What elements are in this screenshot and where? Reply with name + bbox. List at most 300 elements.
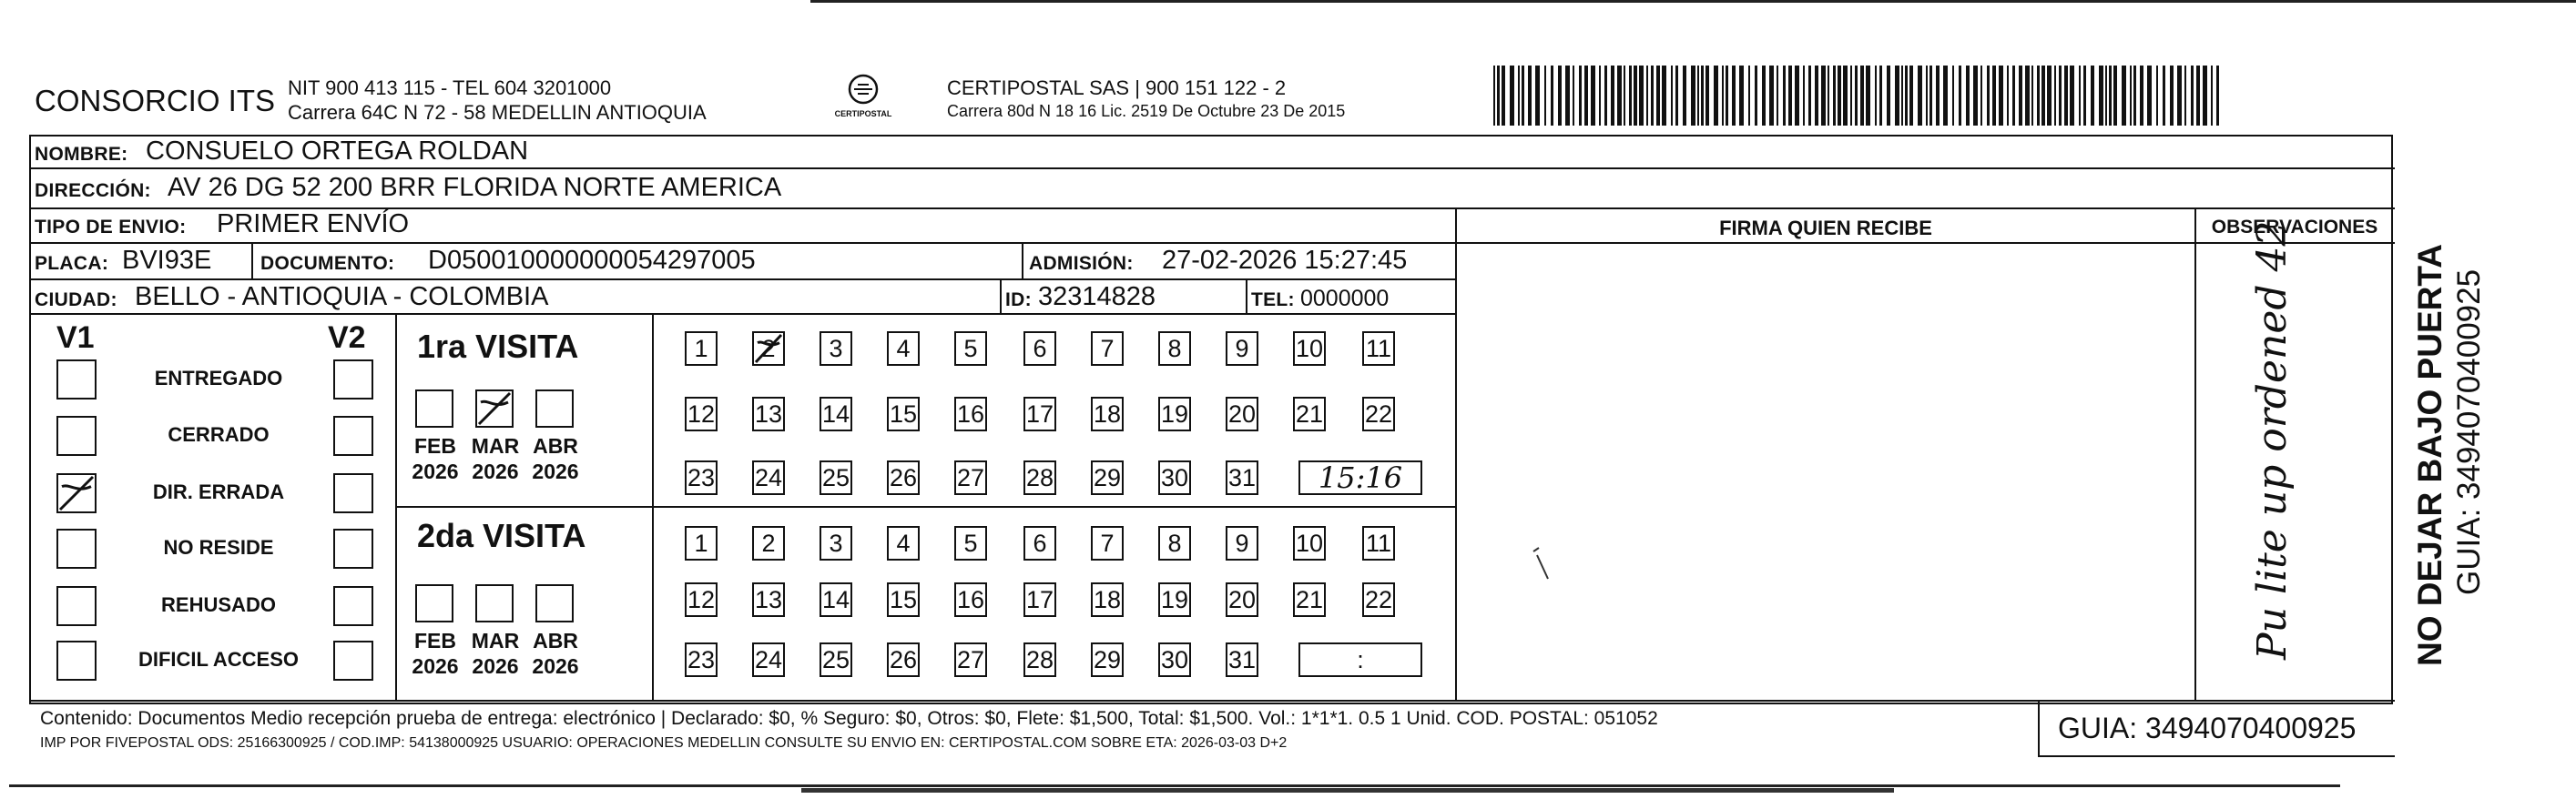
- month-checkbox-abr[interactable]: [535, 584, 574, 622]
- barcode-bar: [2007, 66, 2009, 126]
- direccion-value: AV 26 DG 52 200 BRR FLORIDA NORTE AMERICA: [168, 173, 782, 202]
- footer-contenido: Contenido: Documentos Medio recepción prueba de entrega: electrónico | Declarado: $0, % Seguro: $0, Otros: $0, Flete: $1,500, Total: $1,500. Vol.: 1*1*1. 0.5 1 Unid. COD. POSTAL: 051052: [40, 708, 1658, 729]
- barcode-bar: [1795, 66, 1799, 126]
- row-divider: [29, 313, 1457, 315]
- side-warning: NO DEJAR BAJO PUERTA: [2411, 244, 2449, 666]
- barcode-bar: [1739, 66, 1744, 126]
- time-handwritten: 15:16: [1318, 460, 1403, 495]
- barcode-bar: [1565, 66, 1570, 126]
- day-box-2[interactable]: [752, 526, 785, 561]
- day-box-22[interactable]: [1362, 397, 1395, 431]
- day-box-11[interactable]: [1362, 331, 1395, 366]
- day-number: 13: [754, 400, 783, 428]
- day-box-28[interactable]: [1023, 642, 1056, 677]
- day-number: 27: [956, 464, 985, 491]
- day-number: 15: [889, 586, 918, 613]
- day-box-6[interactable]: [1023, 331, 1056, 366]
- day-box-31[interactable]: [1226, 642, 1258, 677]
- barcode-bar: [1691, 66, 1695, 126]
- barcode-bar: [1611, 66, 1614, 126]
- time-box[interactable]: [1298, 642, 1422, 677]
- day-box-5[interactable]: [954, 331, 987, 366]
- barcode-bar: [1755, 66, 1757, 126]
- carrier-name: CERTIPOSTAL SAS | 900 151 122 - 2: [947, 76, 1287, 99]
- day-box-23[interactable]: [685, 642, 718, 677]
- barcode-bar: [2041, 66, 2045, 126]
- day-box-30[interactable]: [1158, 460, 1191, 495]
- barcode-bar: [1510, 66, 1514, 126]
- day-number: 23: [687, 464, 716, 491]
- v2-label: V2: [328, 320, 366, 355]
- barcode-bar: [1803, 66, 1805, 126]
- day-number: 3: [829, 335, 843, 362]
- barcode-bar: [1879, 66, 1882, 126]
- status-v1-checkbox[interactable]: [56, 529, 97, 569]
- barcode-bar: [1579, 66, 1582, 126]
- v1-label: V1: [56, 320, 95, 355]
- barcode-bar: [1788, 66, 1792, 126]
- barcode-bar: [1518, 66, 1520, 126]
- months-right-border: [652, 313, 654, 700]
- barcode-bar: [1905, 66, 1908, 126]
- day-box-23[interactable]: [685, 460, 718, 495]
- barcode-bar: [1855, 66, 1858, 126]
- day-number: 8: [1167, 530, 1182, 557]
- day-number: 29: [1093, 646, 1122, 673]
- barcode-bar: [2133, 66, 2136, 126]
- admision-value: 27-02-2026 15:27:45: [1162, 246, 1408, 275]
- barcode-bar: [2156, 66, 2158, 126]
- barcode-bar: [1887, 66, 1890, 126]
- side-guia: GUIA: 3494070400925: [2451, 268, 2487, 595]
- id-label: ID:: [1005, 289, 1032, 310]
- day-number: 24: [754, 646, 783, 673]
- day-box-3[interactable]: [820, 331, 852, 366]
- barcode-bar: [1714, 66, 1718, 126]
- placa-value: BVI93E: [122, 246, 212, 275]
- barcode-bar: [1929, 66, 1932, 126]
- day-box-3[interactable]: [820, 526, 852, 561]
- admision-label: ADMISIÓN:: [1029, 253, 1134, 274]
- day-box-12[interactable]: [685, 397, 718, 431]
- barcode-bar: [1646, 66, 1648, 126]
- day-number: 24: [754, 464, 783, 491]
- barcode-bar: [1522, 66, 1524, 126]
- day-number: 15: [889, 400, 918, 428]
- day-number: 27: [956, 646, 985, 673]
- day-number: 28: [1025, 646, 1054, 673]
- status-label: REHUSADO: [161, 593, 276, 616]
- day-box-10[interactable]: [1293, 526, 1326, 561]
- day-box-26[interactable]: [887, 642, 920, 677]
- barcode-bar: [2211, 66, 2213, 126]
- barcode-bar: [1926, 66, 1928, 126]
- status-v2-checkbox[interactable]: [333, 473, 373, 513]
- first-visit-title: 1ra VISITA: [417, 328, 579, 365]
- day-box-14[interactable]: [820, 582, 852, 617]
- month-label: MAR: [471, 629, 520, 652]
- day-box-12[interactable]: [685, 582, 718, 617]
- day-box-15[interactable]: [887, 582, 920, 617]
- day-number: 28: [1025, 464, 1054, 491]
- status-v2-checkbox[interactable]: [333, 416, 373, 456]
- status-v1-checkbox[interactable]: [56, 586, 97, 626]
- day-number: 26: [889, 464, 918, 491]
- day-number: 22: [1364, 586, 1393, 613]
- barcode-bar: [1528, 66, 1532, 126]
- day-box-4[interactable]: [887, 526, 920, 561]
- day-number: 1: [694, 335, 708, 362]
- id-value: 32314828: [1038, 282, 1156, 311]
- day-box-22[interactable]: [1362, 582, 1395, 617]
- day-number: 25: [821, 464, 850, 491]
- scan-edge-bottom-thick: [801, 788, 1894, 793]
- day-box-8[interactable]: [1158, 331, 1191, 366]
- day-box-18[interactable]: [1091, 582, 1124, 617]
- barcode-bar: [2059, 66, 2062, 126]
- month-label: FEB: [414, 629, 456, 652]
- barcode-bar: [1591, 66, 1595, 126]
- barcode-bar: [1875, 66, 1877, 126]
- month-checkbox-mar[interactable]: [475, 584, 514, 622]
- day-number: 1: [694, 530, 708, 557]
- barcode-bar: [1959, 66, 1961, 126]
- barcode-bar: [1943, 66, 1948, 126]
- day-box-7[interactable]: [1091, 331, 1124, 366]
- day-box-21[interactable]: [1293, 397, 1326, 431]
- certipostal-logo: [830, 71, 896, 127]
- day-box-25[interactable]: [820, 642, 852, 677]
- barcode-bar: [1952, 66, 1954, 126]
- barcode-bar: [1671, 66, 1673, 126]
- day-box-29[interactable]: [1091, 460, 1124, 495]
- nombre-label: NOMBRE:: [35, 144, 128, 165]
- barcode-bar: [2091, 66, 2094, 126]
- day-number: 20: [1227, 400, 1257, 428]
- row-divider: [29, 167, 2395, 169]
- barcode-bar: [1651, 66, 1654, 126]
- documento-value: D050010000000054297005: [428, 246, 756, 275]
- barcode-bar: [2047, 66, 2052, 126]
- observaciones-header: OBSERVACIONES: [2211, 217, 2378, 238]
- barcode-bar: [1833, 66, 1836, 126]
- barcode-bar: [1584, 66, 1588, 126]
- barcode-bar: [2054, 66, 2056, 126]
- tel-label: TEL:: [1251, 289, 1295, 310]
- barcode-bar: [2191, 66, 2194, 126]
- status-v1-checkbox[interactable]: [56, 641, 97, 681]
- barcode-bar: [1973, 66, 1978, 126]
- day-number: 6: [1033, 335, 1047, 362]
- placa-label: PLACA:: [35, 253, 109, 274]
- barcode-bar: [1808, 66, 1811, 126]
- tipo-envio-label: TIPO DE ENVIO:: [35, 217, 187, 238]
- day-box-1[interactable]: [685, 331, 718, 366]
- barcode-bar: [1828, 66, 1829, 126]
- carrier-address: Carrera 80d N 18 16 Lic. 2519 De Octubre 23 De 2015: [947, 102, 1346, 120]
- day-box-7[interactable]: [1091, 526, 1124, 561]
- barcode-graphic: [1493, 66, 2222, 126]
- day-number: 17: [1025, 586, 1054, 613]
- month-year: 2026: [472, 654, 519, 678]
- day-box-6[interactable]: [1023, 526, 1056, 561]
- month-checkbox-abr[interactable]: [535, 389, 574, 428]
- check-mark: [56, 473, 97, 513]
- barcode-bar: [1748, 66, 1750, 126]
- month-year: 2026: [472, 460, 519, 483]
- barcode-bar: [1726, 66, 1728, 126]
- barcode-bar: [1732, 66, 1736, 126]
- day-number: 20: [1227, 586, 1257, 613]
- month-year: 2026: [532, 460, 579, 483]
- day-box-15[interactable]: [887, 397, 920, 431]
- ciudad-label: CIUDAD:: [35, 289, 117, 310]
- day-box-28[interactable]: [1023, 460, 1056, 495]
- day-box-1[interactable]: [685, 526, 718, 561]
- month-checkbox-feb[interactable]: [415, 584, 453, 622]
- day-box-27[interactable]: [954, 642, 987, 677]
- barcode-bar: [1544, 66, 1546, 126]
- barcode-bar: [2064, 66, 2068, 126]
- day-box-16[interactable]: [954, 397, 987, 431]
- day-box-2[interactable]: [752, 331, 785, 366]
- month-label: MAR: [471, 434, 520, 458]
- barcode-bar: [1624, 66, 1625, 126]
- day-number: 30: [1160, 646, 1189, 673]
- day-number: 19: [1160, 400, 1189, 428]
- day-box-13[interactable]: [752, 397, 785, 431]
- day-box-30[interactable]: [1158, 642, 1191, 677]
- barcode-bar: [1895, 66, 1899, 126]
- day-number: 2: [761, 335, 776, 362]
- day-number: 25: [821, 646, 850, 673]
- second-visit-title: 2da VISITA: [417, 517, 586, 554]
- barcode-bar: [1966, 66, 1970, 126]
- status-v2-checkbox[interactable]: [333, 586, 373, 626]
- day-box-26[interactable]: [887, 460, 920, 495]
- day-box-10[interactable]: [1293, 331, 1326, 366]
- barcode-bar: [1777, 66, 1778, 126]
- admision-divider: [1022, 242, 1023, 278]
- day-number: 7: [1100, 530, 1115, 557]
- company-address: Carrera 64C N 72 - 58 MEDELLIN ANTIOQUIA: [288, 101, 707, 124]
- month-label: ABR: [533, 629, 578, 652]
- day-number: 10: [1295, 530, 1324, 557]
- day-number: 11: [1365, 530, 1392, 557]
- day-box-24[interactable]: [752, 642, 785, 677]
- barcode-bar: [2184, 66, 2186, 126]
- ciudad-value: BELLO - ANTIOQUIA - COLOMBIA: [135, 282, 549, 311]
- barcode-bar: [2113, 66, 2117, 126]
- month-checkbox-mar[interactable]: [475, 389, 514, 428]
- day-box-9[interactable]: [1226, 526, 1258, 561]
- barcode-bar: [1866, 66, 1870, 126]
- status-v2-checkbox[interactable]: [333, 529, 373, 569]
- barcode-bar: [2031, 66, 2033, 126]
- direccion-label: DIRECCIÓN:: [35, 180, 151, 201]
- footer-bottom: [2038, 755, 2395, 757]
- day-number: 18: [1093, 586, 1122, 613]
- footer-guia-divider: [2038, 700, 2040, 756]
- barcode-bar: [1701, 66, 1704, 126]
- day-box-20[interactable]: [1226, 397, 1258, 431]
- barcode-bar: [1783, 66, 1786, 126]
- day-box-5[interactable]: [954, 526, 987, 561]
- status-v2-checkbox[interactable]: [333, 641, 373, 681]
- barcode-bar: [1936, 66, 1940, 126]
- barcode-bar: [2203, 66, 2207, 126]
- day-number: 14: [821, 400, 850, 428]
- day-number: 14: [821, 586, 850, 613]
- day-box-20[interactable]: [1226, 582, 1258, 617]
- logo-text: CERTIPOSTAL: [834, 109, 892, 118]
- barcode-bar: [1662, 66, 1666, 126]
- month-label: ABR: [533, 434, 578, 458]
- day-number: 31: [1227, 646, 1257, 673]
- barcode-bar: [1987, 66, 1990, 126]
- barcode-bar: [1901, 66, 1903, 126]
- day-number: 18: [1093, 400, 1122, 428]
- time-placeholder: :: [1357, 646, 1364, 673]
- status-label: NO RESIDE: [163, 536, 274, 559]
- footer-guia: GUIA: 3494070400925: [2058, 712, 2357, 744]
- barcode-bar: [1860, 66, 1864, 126]
- barcode-bar: [1815, 66, 1818, 126]
- day-box-11[interactable]: [1362, 526, 1395, 561]
- day-box-8[interactable]: [1158, 526, 1191, 561]
- barcode-bar: [1769, 66, 1774, 126]
- barcode-bar: [1599, 66, 1601, 126]
- barcode-bar: [1838, 66, 1841, 126]
- barcode-bar: [1656, 66, 1660, 126]
- barcode-bar: [2037, 66, 2040, 126]
- day-box-17[interactable]: [1023, 397, 1056, 431]
- barcode-bar: [2163, 66, 2165, 126]
- status-v2-checkbox[interactable]: [333, 359, 373, 400]
- day-number: 5: [963, 335, 978, 362]
- barcode-bar: [1843, 66, 1848, 126]
- day-number: 29: [1093, 464, 1122, 491]
- status-v1-checkbox[interactable]: [56, 416, 97, 456]
- day-box-25[interactable]: [820, 460, 852, 495]
- status-v1-checkbox[interactable]: [56, 359, 97, 400]
- day-box-19[interactable]: [1158, 397, 1191, 431]
- barcode-bar: [1999, 66, 2003, 126]
- barcode-bar: [1639, 66, 1644, 126]
- nombre-value: CONSUELO ORTEGA ROLDAN: [146, 137, 529, 166]
- day-number: 9: [1235, 530, 1249, 557]
- day-number: 12: [687, 400, 716, 428]
- barcode-bar: [1551, 66, 1553, 126]
- day-number: 26: [889, 646, 918, 673]
- barcode-bar: [1918, 66, 1922, 126]
- observation-handwriting: Pu lite up ordened 42: [2249, 220, 2296, 660]
- row-divider: [29, 278, 1457, 280]
- time-box[interactable]: [1298, 460, 1422, 495]
- barcode: [1493, 66, 2222, 126]
- firma-header: FIRMA QUIEN RECIBE: [1719, 217, 1932, 239]
- company-name: CONSORCIO ITS: [35, 84, 276, 117]
- barcode-bar: [1617, 66, 1622, 126]
- day-box-19[interactable]: [1158, 582, 1191, 617]
- firma-left-border: [1455, 207, 1457, 701]
- day-number: 4: [896, 530, 911, 557]
- check-mark: [752, 331, 785, 366]
- barcode-bar: [2147, 66, 2152, 126]
- day-box-14[interactable]: [820, 397, 852, 431]
- barcode-bar: [2083, 66, 2086, 126]
- day-box-13[interactable]: [752, 582, 785, 617]
- month-year: 2026: [532, 654, 579, 678]
- barcode-bar: [1705, 66, 1709, 126]
- barcode-bar: [1992, 66, 1996, 126]
- day-number: 5: [963, 530, 978, 557]
- day-number: 16: [956, 400, 985, 428]
- barcode-bar: [2177, 66, 2182, 126]
- status-v1-checkbox[interactable]: [56, 473, 97, 513]
- status-label: DIR. ERRADA: [152, 480, 285, 503]
- barcode-bar: [2130, 66, 2132, 126]
- month-checkbox-feb[interactable]: [415, 389, 453, 428]
- day-number: 30: [1160, 464, 1189, 491]
- barcode-bar: [1683, 66, 1686, 126]
- tel-value: 0000000: [1300, 286, 1390, 311]
- day-number: 13: [754, 586, 783, 613]
- day-box-24[interactable]: [752, 460, 785, 495]
- day-number: 16: [956, 586, 985, 613]
- scan-edge-bottom: [9, 784, 2340, 787]
- day-box-17[interactable]: [1023, 582, 1056, 617]
- obs-left-border: [2194, 207, 2196, 701]
- check-mark: [475, 389, 514, 428]
- day-box-4[interactable]: [887, 331, 920, 366]
- barcode-bar: [1909, 66, 1913, 126]
- day-number: 7: [1100, 335, 1115, 362]
- barcode-bar: [2070, 66, 2074, 126]
- barcode-bar: [2122, 66, 2126, 126]
- barcode-bar: [1604, 66, 1607, 126]
- day-number: 4: [896, 335, 911, 362]
- barcode-bar: [1535, 66, 1540, 126]
- barcode-bar: [2109, 66, 2112, 126]
- status-label: ENTREGADO: [154, 367, 283, 389]
- day-number: 11: [1365, 335, 1392, 362]
- day-box-18[interactable]: [1091, 397, 1124, 431]
- day-box-29[interactable]: [1091, 642, 1124, 677]
- status-label: DIFICIL ACCESO: [137, 648, 299, 671]
- day-number: 21: [1295, 400, 1324, 428]
- barcode-bar: [2025, 66, 2030, 126]
- day-box-31[interactable]: [1226, 460, 1258, 495]
- day-number: 12: [687, 586, 716, 613]
- footer-imp-line: IMP POR FIVEPOSTAL ODS: 25166300925 / COD.IMP: 54138000925 USUARIO: OPERACIONES MEDELLIN CONSULTE SU ENVIO EN: CERTIPOSTAL.COM SOBRE ETA: 2026-03-03 D+2: [40, 735, 1288, 751]
- placa-divider: [251, 242, 253, 278]
- day-number: 31: [1227, 464, 1257, 491]
- barcode-bar: [1821, 66, 1826, 126]
- day-box-21[interactable]: [1293, 582, 1326, 617]
- barcode-bar: [2216, 66, 2219, 126]
- day-number: 3: [829, 530, 843, 557]
- barcode-bar: [2012, 66, 2015, 126]
- day-box-27[interactable]: [954, 460, 987, 495]
- barcode-bar: [2170, 66, 2174, 126]
- company-nit: NIT 900 413 115 - TEL 604 3201000: [288, 76, 612, 99]
- status-label: CERRADO: [168, 423, 270, 446]
- day-box-16[interactable]: [954, 582, 987, 617]
- signature-mark: [1530, 546, 1557, 587]
- barcode-bar: [1493, 66, 1495, 126]
- day-box-9[interactable]: [1226, 331, 1258, 366]
